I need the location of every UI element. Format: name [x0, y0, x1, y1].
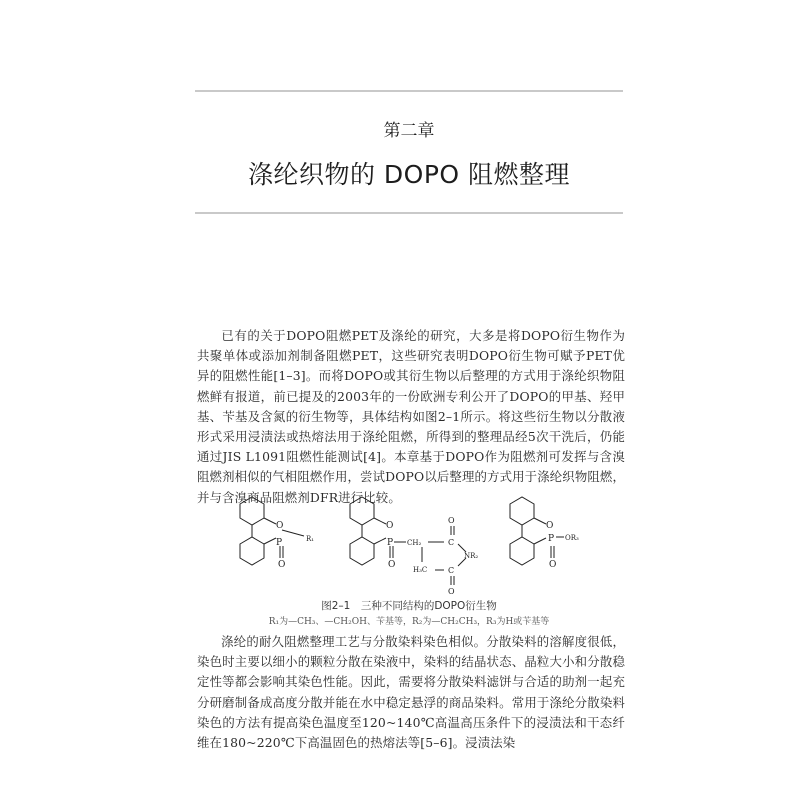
s1-p: P: [276, 538, 283, 548]
top-rule: [195, 90, 623, 92]
s2-o-double: O: [388, 560, 396, 570]
paragraph-2: [197, 632, 625, 753]
s2-h3c: H₃C: [413, 566, 428, 574]
s3-or3: OR₃: [565, 534, 579, 542]
figure-caption: 图2–1 三种不同结构的DOPO衍生物: [321, 600, 497, 612]
chapter-number: 第二章: [383, 121, 435, 141]
s2-o-bottom: O: [448, 587, 455, 596]
s2-ch2: CH₂: [407, 539, 422, 547]
s2-o: O: [386, 521, 394, 531]
s3-o: O: [546, 521, 554, 531]
s2-nr2: NR₂: [464, 552, 479, 560]
s3-o-double: O: [549, 560, 557, 570]
s3-p: P: [548, 534, 555, 544]
figure-note: R₁为—CH₃、—CH₂OH、苄基等，R₂为—CH₂CH₃，R₃为H或苄基等: [268, 617, 550, 627]
chapter-title: 涤纶织物的 DOPO 阻燃整理: [247, 160, 571, 189]
s2-c-bottom: C: [448, 566, 455, 575]
s1-o-double: O: [278, 560, 286, 570]
s1-r1: R₁: [306, 535, 315, 543]
s2-c-top: C: [448, 538, 455, 547]
bottom-rule: [195, 212, 623, 214]
s2-p: P: [387, 538, 394, 548]
s1-o: O: [276, 521, 284, 531]
paragraph-2-text: 涤纶的耐久阻燃整理工艺与分散染料染色相似。分散染料的溶解度很低，染色时主要以细小的颗粒分散在染液中，染料的结晶状态、晶粒大小和分散稳定性等都会影响其染色性能。因此，需要将分散染料滤饼与合适的助剂一起充分研磨制备成高度分散并能在水中稳定悬浮的商品染料。常用于涤纶分散染料染色的方法有提高染色温度至120~140℃高温高压条件下的浸渍法和干态纤维在180~220℃下高温固色的热熔法等[5–6]。浸渍法染: [197, 634, 625, 751]
s2-o-top: O: [448, 516, 455, 525]
paragraph-1-text: 已有的关于DOPO阻燃PET及涤纶的研究，大多是将DOPO衍生物作为共聚单体或添加剂制备阻燃PET，这些研究表明DOPO衍生物可赋予PET优异的阻燃性能[1–3]。而将DOPO或其衍生物以后整理的方式用于涤纶织物阻燃鲜有报道，前已提及的2003年的一份欧洲专利公开了DOPO的甲基、羟甲基、苄基及含氮的衍生物等，具体结构如图2–1所示。将这些衍生物以分散液形式采用浸渍法或热熔法用于涤纶阻燃，所得到的整理品经5次干洗后，仍能通过JIS L1091阻燃性能测试[4]。本章基于DOPO作为阻燃剂可发挥与含溴阻燃剂相似的气相阻燃作用，尝试DOPO以后整理的方式用于涤纶织物阻燃，并与含溴商品阻燃剂DFR进行比较。: [197, 328, 625, 505]
paragraph-1: [197, 326, 625, 508]
dopo-structures-figure: [210, 492, 630, 602]
